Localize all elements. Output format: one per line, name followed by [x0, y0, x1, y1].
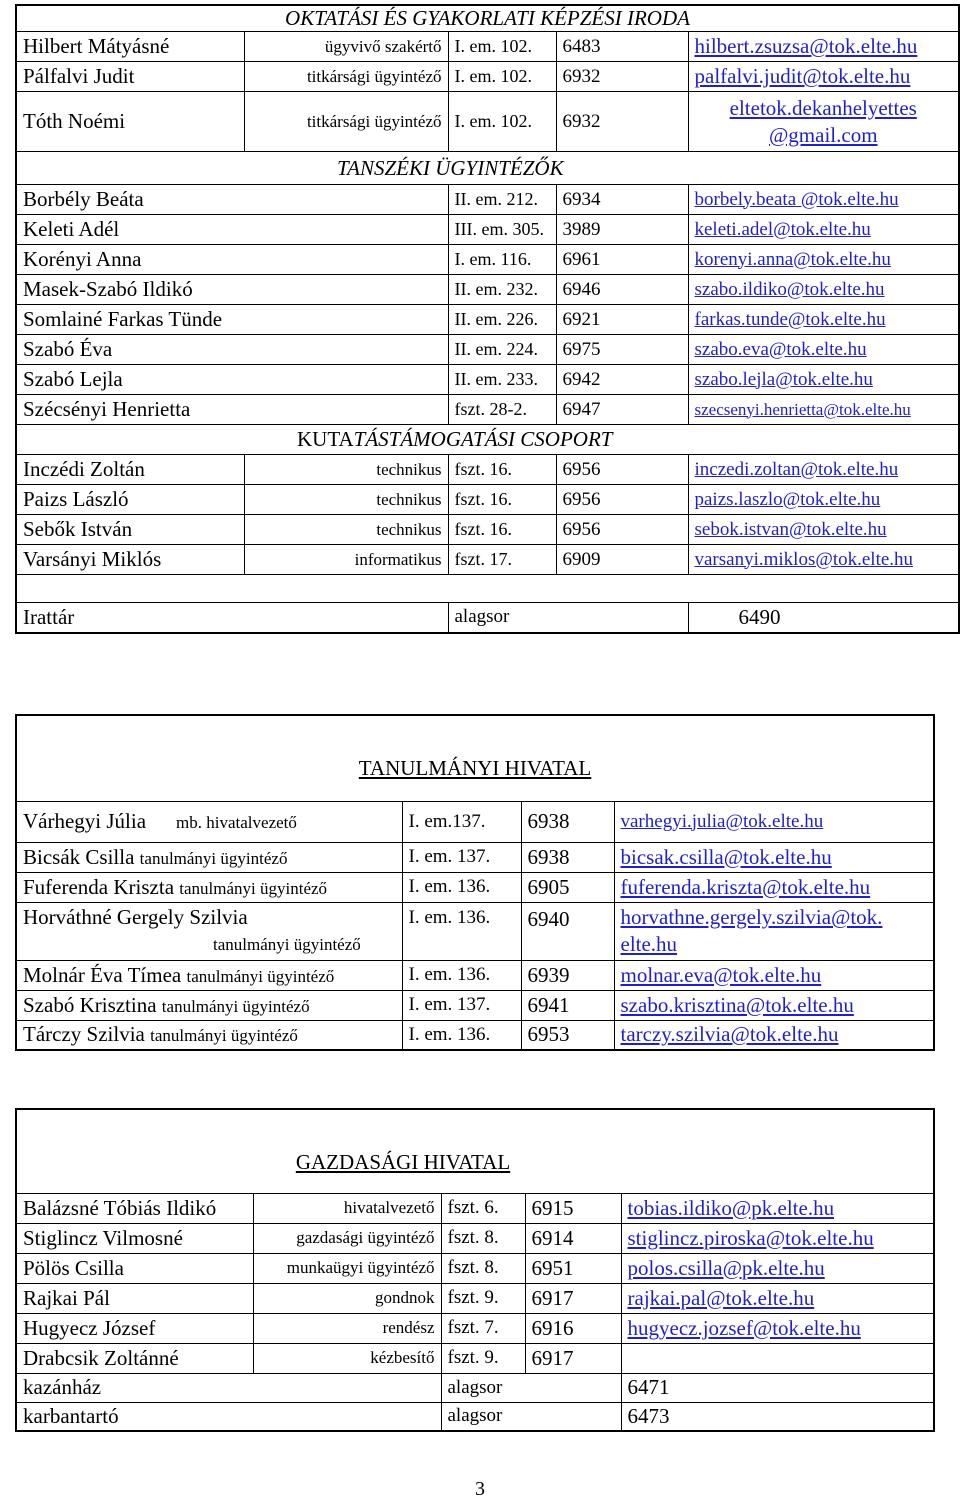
staff-role: informatikus [244, 545, 448, 575]
email-line[interactable]: elte.hu [620, 932, 678, 956]
staff-role: ügyvivő szakértő [244, 32, 448, 62]
staff-role: rendész [253, 1313, 441, 1343]
staff-role: tanulmányi ügyintéző [213, 935, 361, 954]
staff-phone: 6471 [621, 1373, 934, 1402]
staff-role: tanulmányi ügyintéző [161, 996, 310, 1016]
staff-name: Drabcsik Zoltánné [16, 1343, 253, 1373]
staff-phone: 6909 [556, 545, 688, 575]
staff-room: fszt. 7. [441, 1313, 525, 1343]
staff-phone: 6914 [525, 1223, 621, 1253]
staff-role: tanulmányi ügyintéző [139, 848, 288, 868]
staff-phone: 6932 [556, 92, 688, 152]
staff-room: fszt. 9. [441, 1343, 525, 1373]
staff-room: III. em. 305. [448, 215, 556, 245]
staff-name-role [16, 801, 402, 842]
table-row [16, 515, 959, 545]
staff-room: I. em. 137. [402, 990, 521, 1020]
table-row [16, 603, 959, 633]
staff-room: alagsor [441, 1402, 621, 1431]
staff-email-link[interactable]: stiglincz.piroska@tok.elte.hu [621, 1223, 934, 1253]
staff-room: fszt. 16. [448, 485, 556, 515]
staff-name: Pálfalvi Judit [16, 62, 244, 92]
staff-room: fszt. 16. [448, 455, 556, 485]
staff-table-top [15, 4, 960, 634]
staff-name: Szabó Lejla [16, 365, 448, 395]
staff-phone: 6953 [521, 1020, 614, 1050]
table-row [16, 365, 959, 395]
table-row [16, 62, 959, 92]
staff-room: I. em. 136. [402, 872, 521, 902]
staff-role: hivatalvezető [253, 1193, 441, 1223]
staff-room: I. em. 136. [402, 960, 521, 990]
staff-table-tanulmanyi [15, 714, 935, 1051]
staff-room: II. em. 212. [448, 185, 556, 215]
staff-room: II. em. 232. [448, 275, 556, 305]
table-row [16, 395, 959, 425]
staff-name: Sebők István [16, 515, 244, 545]
staff-room: I. em. 102. [448, 92, 556, 152]
staff-room: fszt. 16. [448, 515, 556, 545]
section-title-part: KUTA [297, 427, 354, 451]
staff-email-link[interactable]: fuferenda.kriszta@tok.elte.hu [614, 872, 934, 902]
staff-room: fszt. 9. [441, 1283, 525, 1313]
staff-phone: 6941 [521, 990, 614, 1020]
staff-email-link[interactable]: szecsenyi.henrietta@tok.elte.hu [688, 395, 959, 425]
table-row [16, 305, 959, 335]
staff-role: gondnok [253, 1283, 441, 1313]
staff-phone: 6905 [521, 872, 614, 902]
staff-email-link[interactable] [614, 902, 934, 960]
staff-email-link[interactable]: palfalvi.judit@tok.elte.hu [688, 62, 959, 92]
staff-role: technikus [244, 455, 448, 485]
staff-name: Rajkai Pál [16, 1283, 253, 1313]
staff-email-link[interactable]: szabo.krisztina@tok.elte.hu [614, 990, 934, 1020]
staff-phone: 6940 [521, 902, 614, 960]
staff-name: Pölös Csilla [16, 1253, 253, 1283]
table-row [16, 455, 959, 485]
staff-room: fszt. 6. [441, 1193, 525, 1223]
staff-room: II. em. 224. [448, 335, 556, 365]
staff-name-role [16, 990, 402, 1020]
staff-name: Balázsné Tóbiás Ildikó [16, 1193, 253, 1223]
table-row [16, 275, 959, 305]
page-number: 3 [475, 1478, 485, 1500]
staff-email-link[interactable]: varhegyi.julia@tok.elte.hu [614, 801, 934, 842]
staff-role: tanulmányi ügyintéző [186, 966, 335, 986]
staff-phone: 6947 [556, 395, 688, 425]
table-row [16, 960, 934, 990]
section-title-tanulmanyi: TANULMÁNYI HIVATAL [358, 755, 592, 780]
staff-name-role [16, 960, 402, 990]
staff-name: Borbély Beáta [16, 185, 448, 215]
staff-email-link[interactable]: tarczy.szilvia@tok.elte.hu [614, 1020, 934, 1050]
staff-name-role [16, 872, 402, 902]
table-row [16, 1402, 934, 1431]
staff-room: alagsor [441, 1373, 621, 1402]
staff-email-link[interactable]: molnar.eva@tok.elte.hu [614, 960, 934, 990]
staff-name: Szabó Krisztina [23, 992, 157, 1017]
staff-phone: 6961 [556, 245, 688, 275]
table-row [16, 1020, 934, 1050]
staff-phone: 6939 [521, 960, 614, 990]
staff-room: fszt. 17. [448, 545, 556, 575]
staff-email-link[interactable]: polos.csilla@pk.elte.hu [621, 1253, 934, 1283]
staff-role: technikus [244, 515, 448, 545]
table-row [16, 1253, 934, 1283]
staff-phone: 6956 [556, 455, 688, 485]
staff-room: II. em. 233. [448, 365, 556, 395]
staff-name: Fuferenda Kriszta [23, 874, 175, 899]
staff-email-link[interactable]: sebok.istvan@tok.elte.hu [688, 515, 959, 545]
staff-name: Szabó Éva [16, 335, 448, 365]
staff-email-link[interactable]: rajkai.pal@tok.elte.hu [621, 1283, 934, 1313]
section-title-okt: OKTATÁSI ÉS GYAKORLATI KÉPZÉSI IRODA [16, 5, 959, 32]
staff-name-role [16, 902, 402, 960]
staff-name: Inczédi Zoltán [16, 455, 244, 485]
table-row [16, 872, 934, 902]
staff-room: I. em. 116. [448, 245, 556, 275]
staff-email-link[interactable]: szabo.lejla@tok.elte.hu [688, 365, 959, 395]
staff-name: kazánház [16, 1373, 441, 1402]
staff-name: Hilbert Mátyásné [16, 32, 244, 62]
section-title-tanszeki: TANSZÉKI ÜGYINTÉZŐK [16, 152, 959, 185]
staff-email-link[interactable]: bicsak.csilla@tok.elte.hu [614, 842, 934, 872]
staff-phone: 6483 [556, 32, 688, 62]
table-row [16, 32, 959, 62]
section-title-gazdasagi: GAZDASÁGI HIVATAL [295, 1149, 511, 1174]
staff-name: Masek-Szabó Ildikó [16, 275, 448, 305]
staff-name: Szécsényi Henrietta [16, 395, 448, 425]
staff-phone: 6473 [621, 1402, 934, 1431]
staff-room: I. em. 136. [402, 1020, 521, 1050]
staff-email-link[interactable]: hugyecz.jozsef@tok.elte.hu [621, 1313, 934, 1343]
staff-room: I. em. 137. [402, 842, 521, 872]
section-title-kutatas [16, 425, 959, 455]
table-row [16, 1193, 934, 1223]
staff-room: I. em. 102. [448, 62, 556, 92]
staff-name: Tárczy Szilvia [23, 1022, 145, 1047]
staff-phone: 6956 [556, 485, 688, 515]
staff-room: fszt. 8. [441, 1223, 525, 1253]
staff-name: Hugyecz József [16, 1313, 253, 1343]
staff-email-link[interactable]: paizs.laszlo@tok.elte.hu [688, 485, 959, 515]
staff-email-link[interactable]: szabo.ildiko@tok.elte.hu [688, 275, 959, 305]
staff-email-link[interactable]: borbely.beata @tok.elte.hu [688, 185, 959, 215]
staff-role: titkársági ügyintéző [244, 62, 448, 92]
staff-phone: 6921 [556, 305, 688, 335]
staff-role: technikus [244, 485, 448, 515]
staff-name: Horváthné Gergely Szilvia [23, 905, 248, 929]
staff-email-link[interactable]: szabo.eva@tok.elte.hu [688, 335, 959, 365]
table-row [16, 1373, 934, 1402]
table-row-empty [16, 575, 959, 603]
table-row [16, 245, 959, 275]
staff-email-link[interactable]: tobias.ildiko@pk.elte.hu [621, 1193, 934, 1223]
staff-phone: 6916 [525, 1313, 621, 1343]
staff-name: Molnár Éva Tímea [23, 962, 182, 987]
staff-room: I. em. 102. [448, 32, 556, 62]
table-row [16, 902, 934, 960]
staff-phone: 6956 [556, 515, 688, 545]
staff-role: tanulmányi ügyintéző [150, 1026, 298, 1046]
staff-role: tanulmányi ügyintéző [179, 878, 328, 898]
staff-name: Somlainé Farkas Tünde [16, 305, 448, 335]
staff-room: I. em. 136. [402, 902, 521, 960]
staff-name-role [16, 1020, 402, 1050]
staff-phone: 6490 [688, 603, 959, 633]
table-row [16, 215, 959, 245]
staff-room: II. em. 226. [448, 305, 556, 335]
staff-name: Paizs László [16, 485, 244, 515]
staff-phone: 3989 [556, 215, 688, 245]
staff-name: Bicsák Csilla [23, 844, 135, 869]
staff-role: titkársági ügyintéző [244, 92, 448, 152]
table-row [16, 1283, 934, 1313]
section-title-part: TÁSTÁMOGATÁSI CSOPORT [353, 427, 613, 451]
staff-phone: 6938 [521, 842, 614, 872]
staff-room: I. em.137. [402, 801, 521, 842]
table-row [16, 1343, 934, 1373]
table-row [16, 842, 934, 872]
staff-phone: 6934 [556, 185, 688, 215]
staff-phone: 6951 [525, 1253, 621, 1283]
table-row [16, 185, 959, 215]
staff-email-link[interactable]: varsanyi.miklos@tok.elte.hu [688, 545, 959, 575]
staff-name: karbantartó [16, 1402, 441, 1431]
staff-phone: 6942 [556, 365, 688, 395]
table-row [16, 92, 959, 152]
table-row [16, 545, 959, 575]
staff-room: fszt. 8. [441, 1253, 525, 1283]
staff-email-link[interactable]: keleti.adel@tok.elte.hu [688, 215, 959, 245]
staff-name: Keleti Adél [16, 215, 448, 245]
table-row [16, 335, 959, 365]
staff-role: mb. hivatalvezető [176, 813, 297, 832]
staff-email-link[interactable]: farkas.tunde@tok.elte.hu [688, 305, 959, 335]
staff-phone: 6917 [525, 1343, 621, 1373]
staff-phone: 6932 [556, 62, 688, 92]
table-row [16, 990, 934, 1020]
staff-email-link[interactable]: inczedi.zoltan@tok.elte.hu [688, 455, 959, 485]
staff-name: Korényi Anna [16, 245, 448, 275]
staff-phone: 6938 [521, 801, 614, 842]
staff-room: fszt. 28-2. [448, 395, 556, 425]
staff-name-role [16, 842, 402, 872]
staff-role: gazdasági ügyintéző [253, 1223, 441, 1253]
staff-room: alagsor [448, 603, 688, 633]
staff-email-link[interactable]: eltetok.dekanhelyettes @gmail.com [688, 92, 959, 152]
staff-name: Stiglincz Vilmosné [16, 1223, 253, 1253]
table-row [16, 485, 959, 515]
staff-name: Varsányi Miklós [16, 545, 244, 575]
staff-phone: 6915 [525, 1193, 621, 1223]
staff-email-link[interactable] [621, 1343, 934, 1373]
staff-role: munkaügyi ügyintéző [253, 1253, 441, 1283]
table-row [16, 1313, 934, 1343]
staff-name: Irattár [16, 603, 448, 633]
table-row [16, 801, 934, 842]
staff-name: Várhegyi Júlia [23, 809, 147, 833]
email-line[interactable]: horvathne.gergely.szilvia@tok. [620, 905, 883, 929]
staff-role: kézbesítő [253, 1343, 441, 1373]
staff-name: Tóth Noémi [16, 92, 244, 152]
staff-phone: 6946 [556, 275, 688, 305]
staff-table-gazdasagi [15, 1108, 935, 1432]
staff-email-link[interactable]: hilbert.zsuzsa@tok.elte.hu [688, 32, 959, 62]
staff-email-link[interactable]: korenyi.anna@tok.elte.hu [688, 245, 959, 275]
table-row [16, 1223, 934, 1253]
staff-phone: 6975 [556, 335, 688, 365]
staff-phone: 6917 [525, 1283, 621, 1313]
